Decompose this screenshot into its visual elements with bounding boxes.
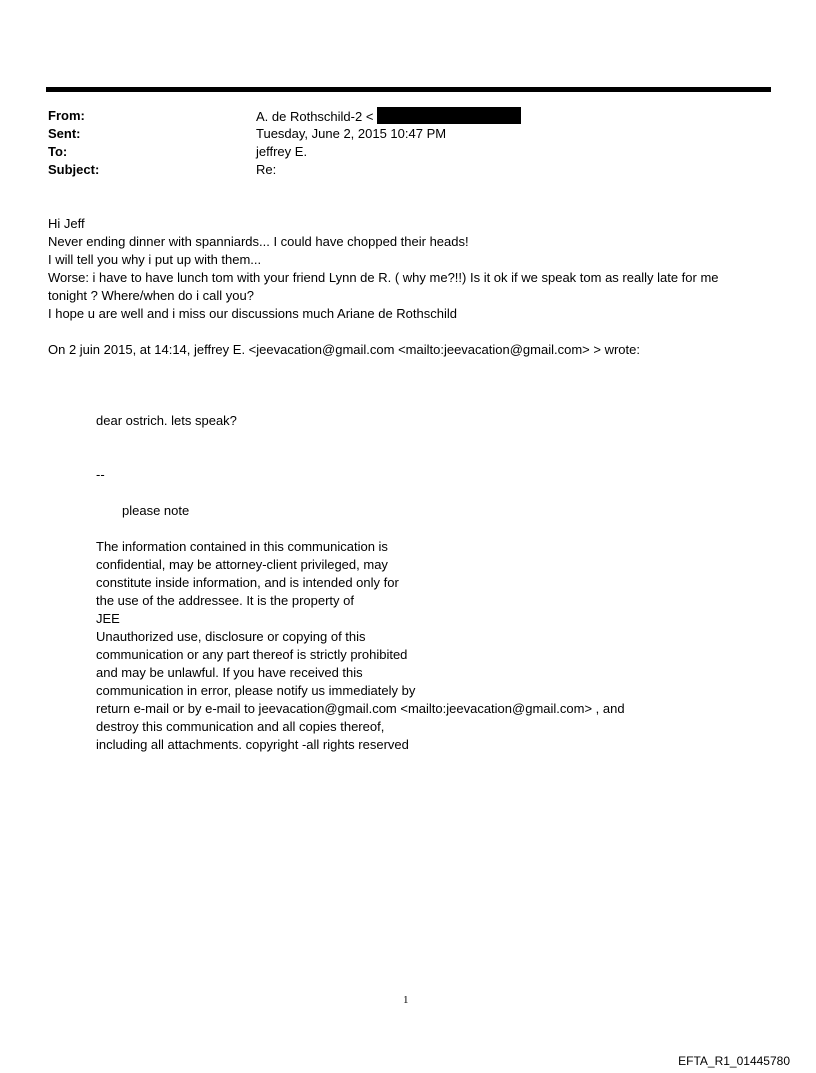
body-line: Hi Jeff [48,216,85,231]
from-value [256,107,521,126]
from-label: From: [48,108,85,123]
disclaimer-line: return e-mail or by e-mail to jeevacation@gmail.com <mailto:jeevacation@gmail.com> , and [96,701,625,716]
to-value: jeffrey E. [256,144,308,159]
quote-header: On 2 juin 2015, at 14:14, jeffrey E. <jeevacation@gmail.com <mailto:jeevacation@gmail.com> > wrote: [48,342,640,357]
body-line: I will tell you why i put up with them... [48,252,262,267]
body-line: I hope u are well and i miss our discussions much Ariane de Rothschild [48,306,457,321]
sent-label: Sent: [48,126,81,141]
disclaimer-line: The information contained in this communication is [96,539,388,554]
disclaimer-line: JEE [96,611,120,626]
disclaimer-line: the use of the addressee. It is the property of [96,593,354,608]
disclaimer-line: confidential, may be attorney-client privileged, may [96,557,388,572]
body-line: Worse: i have to have lunch tom with your friend Lynn de R. ( why me?!!) Is it ok if we speak tom as really late for me [48,270,719,285]
subject-label: Subject: [48,162,100,177]
header-rule [46,87,771,92]
subject-value: Re: [256,162,277,177]
disclaimer-line: including all attachments. copyright -all rights reserved [96,737,409,752]
please-note: please note [122,503,190,518]
disclaimer-line: communication or any part thereof is strictly prohibited [96,647,408,662]
quoted-message: dear ostrich. lets speak? [96,413,237,428]
disclaimer-line: Unauthorized use, disclosure or copying of this [96,629,366,644]
to-label: To: [48,144,68,159]
disclaimer-line: and may be unlawful. If you have received this [96,665,363,680]
body-line: tonight ? Where/when do i call you? [48,288,254,303]
disclaimer-line: constitute inside information, and is intended only for [96,575,399,590]
document-id: EFTA_R1_01445780 [678,1054,790,1068]
disclaimer-line: destroy this communication and all copies thereof, [96,719,385,734]
sent-value: Tuesday, June 2, 2015 10:47 PM [256,126,447,141]
body-line: Never ending dinner with spanniards... I could have chopped their heads! [48,234,469,249]
disclaimer-line: communication in error, please notify us immediately by [96,683,416,698]
redaction-box [377,107,521,124]
sender-name: A. de Rothschild-2 < [256,109,374,124]
page-number: 1 [403,994,409,1006]
signature-separator: -- [96,467,105,482]
